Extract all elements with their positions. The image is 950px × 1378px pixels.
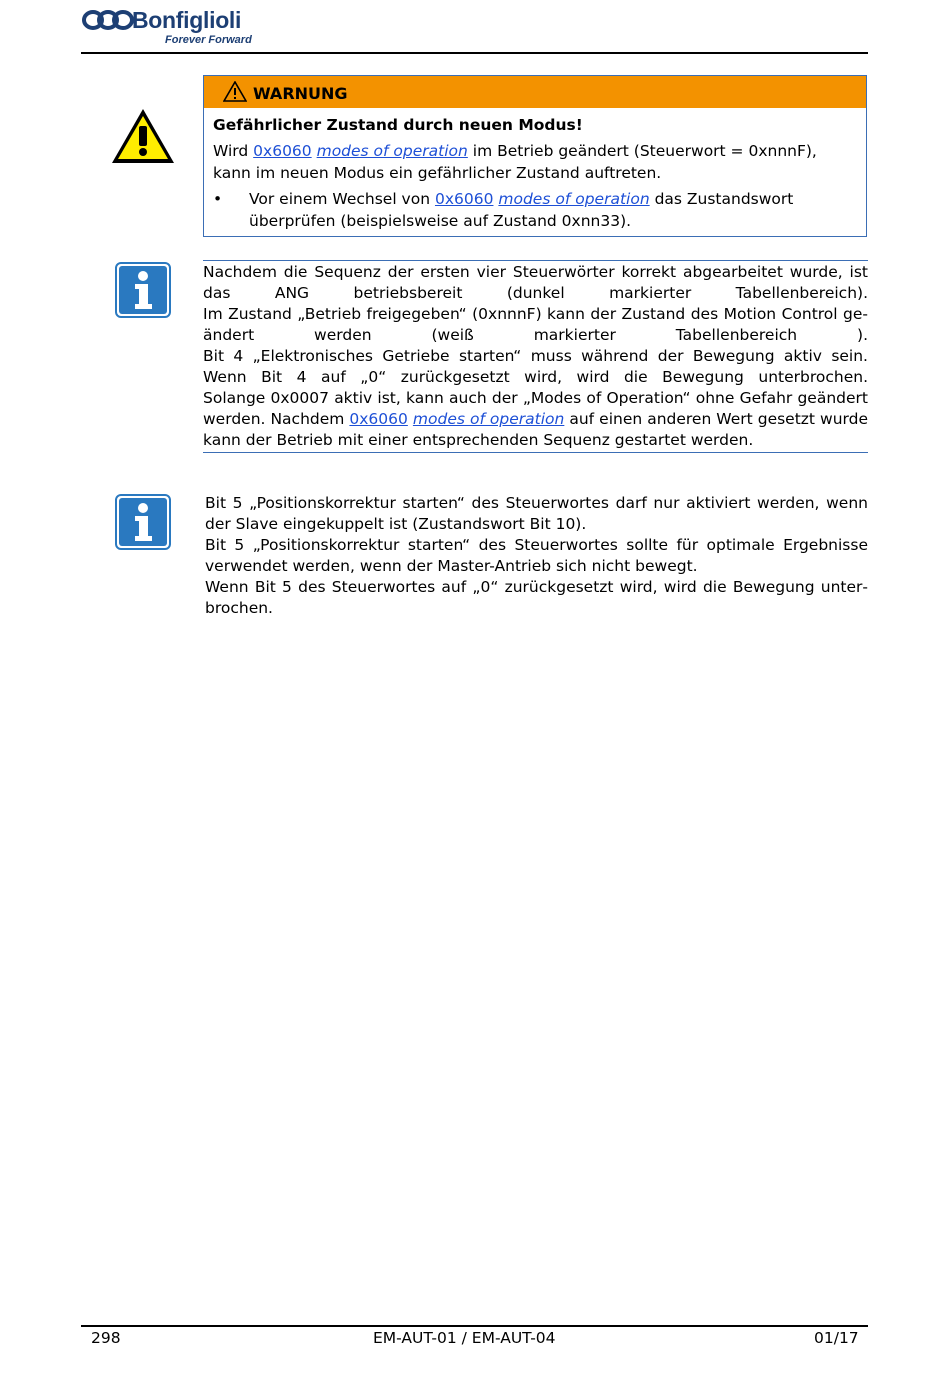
warning-small-icon — [223, 81, 247, 102]
page-number: 298 — [91, 1329, 121, 1347]
warning-text-end: im Betrieb geändert (Steuerwort = 0xnnnF), kann im neuen Modus ein gefährlicher Zustand auftreten. — [213, 142, 817, 182]
note1-paragraph-4 — [203, 388, 868, 451]
warning-box — [203, 75, 867, 237]
header-rule — [81, 52, 868, 54]
note1-p4-end: auf einen anderen Wert gesetzt wurde kann der Betrieb mit einer entsprechenden Sequenz gestartet werden. — [203, 410, 868, 449]
warning-bullet — [213, 188, 859, 232]
object-index-link[interactable]: 0x6060 — [253, 142, 312, 160]
note2-paragraph-1: Bit 5 „Positionskorrektur starten“ des Steuerwortes darf nur aktiviert werden, wenn der Slave eingekuppelt ist (Zustandswort Bit 10). — [205, 494, 868, 533]
document-id: EM-AUT-01 / EM-AUT-04 — [373, 1329, 556, 1347]
info-icon — [115, 494, 171, 550]
object-name-link[interactable]: modes of operation — [412, 410, 565, 428]
info-note-2 — [205, 493, 868, 619]
bullet-text-end: das Zustandswort überprüfen (beispielsweise auf Zustand 0xnn33). — [249, 190, 794, 230]
info-note-1 — [203, 260, 868, 453]
brand-tagline: Forever Forward — [165, 34, 252, 46]
bullet-symbol: • — [213, 190, 223, 208]
note1-p4-start: Solange 0x0007 aktiv ist, kann auch der „Modes of Operation“ ohne Gefahr geändert werden. Nachdem — [203, 389, 868, 428]
object-name-link[interactable]: modes of operation — [498, 190, 650, 208]
object-index-link[interactable]: 0x6060 — [434, 190, 494, 208]
note1-paragraph-3: Bit 4 „Elektronisches Getriebe starten“ muss während der Bewegung aktiv sein. Wenn Bit 4 auf „0“ zurückgesetzt wird, wird die Bewegung unterbrochen. — [203, 347, 868, 386]
warning-heading: Gefährlicher Zustand durch neuen Modus! — [213, 116, 583, 134]
document-date: 01/17 — [814, 1329, 859, 1347]
note1-paragraph-2: Im Zustand „Betrieb freigegeben“ (0xnnnF) kann der Zustand des Motion Control geändert werden (weiß markierter Tabellenbereich ). — [203, 305, 868, 344]
footer-rule — [81, 1325, 868, 1327]
warning-text — [213, 140, 859, 184]
warning-text-start: Wird — [213, 142, 254, 160]
warning-title-bar — [204, 76, 866, 108]
warning-triangle-icon — [109, 106, 177, 166]
object-name-link[interactable]: modes of operation — [316, 142, 468, 160]
warning-title: WARNUNG — [253, 84, 348, 103]
bullet-text-start: Vor einem Wechsel von — [249, 190, 435, 208]
note1-paragraph-1: Nachdem die Sequenz der ersten vier Steuerwörter korrekt abgearbeitet wurde, ist das ANG betriebsbereit (dunkel markierter Tabellenbereich). — [203, 263, 868, 302]
info-icon — [115, 262, 171, 318]
note2-paragraph-3: Wenn Bit 5 des Steuerwortes auf „0“ zurückgesetzt wird, wird die Bewegung unterbrochen. — [205, 578, 868, 617]
object-index-link[interactable]: 0x6060 — [349, 410, 408, 428]
note2-paragraph-2: Bit 5 „Positionskorrektur starten“ des Steuerwortes sollte für optimale Ergebnisse verwendet werden, wenn der Master-Antrieb sich nicht bewegt. — [205, 536, 868, 575]
brand-name: Bonfiglioli — [132, 7, 242, 33]
warning-body — [213, 114, 859, 232]
